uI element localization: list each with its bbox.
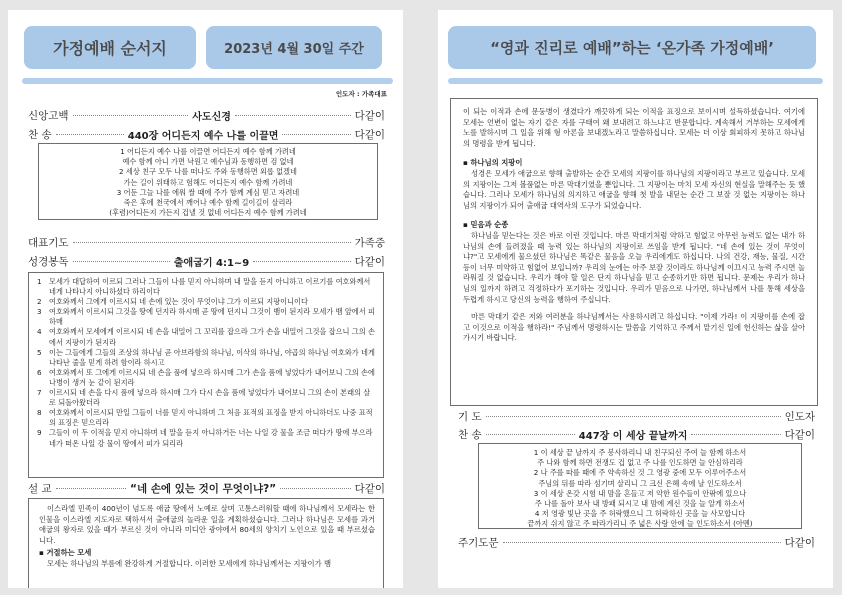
hymn-line: 주 나를 돌아 보사 내 방패 되시고 내 맘에 계신 것을 늘 알게 하소서 (534, 499, 746, 509)
hymn-who: 다같이 (354, 128, 386, 141)
sermon-paragraph: 마른 막대기 같은 저와 여러분을 하나님께서는 사용하시려고 하십니다. "이제 가라! 이 지팡이를 손에 잡고 이것으로 이적을 행하라!" 주님께서 명령하시는 말씀을 기억하고 주께서 맡기신 일에 헌신하는 삶을 살아가시기 바랍니다. (463, 312, 805, 343)
creed-item: 사도신경 (192, 111, 231, 123)
sermon-row (28, 481, 385, 495)
hymn-line: 가는 길이 위태하고 험해도 어디든지 예수 함께 가려네 (123, 177, 293, 187)
scripture-verse: 1 모세가 대답하여 이르되 그러나 그들이 나를 믿지 아니하며 내 말을 듣지 아니하고 이르기를 여호와께서 네게 나타나지 아니하셨다 하리이다 (37, 277, 371, 297)
hymn-line: 예수 함께 아니 가면 낙원고 예수님과 동행하면 검 없네 (122, 157, 294, 167)
left-page (8, 10, 403, 588)
scripture-verse: 3 여호와께서 이르시되 그것을 땅에 던지라 하시매 곧 땅에 던지니 그것이 뱀이 된지라 모세가 뱀 앞에서 피하매 (37, 307, 375, 327)
dot-leader (280, 488, 350, 489)
dot-leader (282, 134, 350, 135)
hymn-line: 3 이 세상 온갖 시험 내 맘을 흔들고 저 악한 원수들이 안팎에 있으나 (533, 488, 747, 498)
dot-leader (73, 242, 351, 243)
hymn-line: 끝까지 쉬지 않고 주 따라가리니 주 넓은 사랑 안에 늘 인도하소서 (아멘) (527, 519, 753, 529)
scripture-verse: 9 그들이 이 두 이적을 믿지 아니하며 네 말을 듣지 아니하거든 너는 나일 강 물을 조금 떠다가 땅에 부으라 네가 떠온 나일 강 물이 땅에서 피가 되리라 (37, 428, 373, 448)
sermon-paragraph: 모세는 하나님의 부름에 완강하게 거절합니다. 이러한 모세에게 하나님께서는 지팡이가 뱀 (47, 558, 331, 568)
scripture-verse: 7 이르시되 네 손을 다시 품에 넣으라 하시매 그가 다시 손을 품에 넣었다가 내어보니 그의 손이 본래의 살로 되돌아왔더라 (37, 388, 371, 408)
closing-prayer-who: 인도자 (784, 410, 815, 423)
scripture-box (28, 272, 384, 478)
hymn-line: 1 이 세상 끝 날까지 주 봉사하리니 내 친구되신 주여 늘 함께 하소서 (533, 448, 747, 457)
lords-prayer-who: 다같이 (784, 536, 815, 549)
sermon-continued-box (450, 98, 818, 406)
hymn-lyrics-box (38, 143, 378, 220)
sermon-who: 다같이 (354, 482, 385, 495)
reading-row (28, 254, 385, 268)
reading-item: 출애굽기 4:1~9 (173, 257, 250, 269)
leader-label: 인도자 : 가족대표 (335, 90, 387, 98)
right-title-banner: “영과 진리로 예배”하는 ‘온가족 가정예배’ (448, 26, 816, 69)
sermon-title: “네 손에 있는 것이 무엇이냐?” (130, 482, 277, 495)
hymn-line: 2 나 주를 따를 때에 주 약속하신 것 그 영광 중에 모두 이루어주소서 (533, 468, 747, 478)
scripture-verse: 8 여호와께서 이르시되 만일 그들이 너를 믿지 아니하며 그 처음 표적의 표징을 받지 아니하더도 나중 표적의 표징은 믿으리라 (37, 408, 373, 428)
sermon-paragraph: 이 되는 이적과 손에 문둥병이 생겼다가 깨끗하게 되는 이적을 표징으로 보이시며 설득하셨습니다. 여기에 모세는 언변이 없는 자기 같은 자를 구태여 왜 보내려고 하느냐고 반문합니다. 계속해서 거부하는 모세에게 노를 발하시며 그 일을 위해 형 아론을 보내겠노라고 말씀하십니다. 모세는 더 이상 회피하지 못하고 하나님의 명령을 받게 됩니다. (463, 107, 805, 148)
prayer-row (28, 235, 385, 249)
lords-prayer-row (458, 535, 815, 549)
hymn-line: 주님의 뒤를 따라 섬기며 살리니 그 크신 은혜 속에 날 인도하소서 (538, 478, 742, 488)
dot-leader (235, 115, 351, 116)
closing-hymn-who: 다같이 (784, 428, 816, 441)
sermon-subheading: ▪ 믿음과 순종 (463, 220, 509, 230)
hymn-line: 3 어둔 그늘 나를 에워 쌀 때에 주가 함께 계심 믿고 자려네 (116, 187, 300, 197)
week-banner: 2023년 4월 30일 주간 (206, 26, 382, 69)
closing-hymn-item: 447장 이 세상 끝날까지 (578, 430, 688, 442)
hymn-line: (후렴)어디든지 가든지 겁낼 것 없네 어디든지 예수 함께 가려네 (109, 208, 307, 218)
dot-leader (253, 261, 350, 262)
hymn-line: 4 저 영광 빛난 곳을 주 허락했으니 그 허락하신 곳을 늘 사모합니다 (534, 509, 746, 519)
sermon-paragraph: 하나님을 믿는다는 것은 바로 이런 것입니다. 마른 막대기처럼 약하고 힘없고 아무런 능력도 없는 내가 하나님의 손에 들려졌을 때 능력 있는 하나님의 지팡이로 쓰임을 받게 됩니다. "네 손에 있는 것이 무엇이냐?"고 모세에게 물으셨던 하나님은 똑같은 물음을 오늘 우리에게도 하십니다. 나의 건강, 재능, 물질, 시간 등이 너무 미약하고 힘없어 보입니까? 우리의 눈에는 아주 보잘 것이라도 하나님께 이끄시고 능력 주시면 놀라워질 것 없습니다. 우리가 해야 할 일은 단지 하나님을 믿고 순종하기만 하면 됩니다. 문제는 우리가 하나님의 일까지 하려고 걱정하다가 포기하는 것입니다. 우리가 믿음으로 나가면, 하나님께서 나를 통해 세상을 두렵게 하시고 당신의 능력을 행하여 주십니다. (463, 230, 805, 304)
scripture-verse: 6 여호와께서 또 그에게 이르시되 네 손을 품에 넣으라 하시매 그가 손을 품에 넣었다가 내어보니 그의 손에 나병이 생겨 눈 같이 된지라 (37, 367, 375, 387)
closing-hymn-lyrics-box (478, 443, 802, 529)
creed-who: 다같이 (354, 109, 385, 122)
hymn-row (28, 127, 385, 141)
prayer-who: 가족중 (354, 236, 385, 249)
dot-leader (691, 434, 780, 435)
hymn-line: 2 세상 친구 모두 나를 떠나도 주와 동행하면 외롭 없겠네 (119, 167, 297, 177)
left-title-banner: 가정예배 순서지 (24, 26, 196, 69)
sermon-paragraph: 이스라엘 민족이 400년이 넘도록 애굽 땅에서 노예로 살며 고통스러워할 때에 하나님께서 모세라는 한 인물을 이스라엘 지도자로 택하셔서 출애굽의 놀라운 일을 계획하셨습니다. 그러나 하나님은 모세를 과거 애굽의 왕자로 있을 때가 부르신 것이 아니라 미디안 광야에서 80세의 양치기 노인으로 있을 때 부르셨습니다. (39, 504, 375, 545)
dot-leader (486, 416, 781, 417)
hymn-item: 440장 어디든지 예수 나를 이끌면 (127, 130, 279, 142)
header-rule (22, 78, 393, 84)
scripture-verse: 4 여호와께서 모세에게 이르시되 네 손을 내밀어 그 꼬리를 잡으라 그가 손을 내밀어 그것을 잡으니 그의 손에서 지팡이가 된지라 (37, 327, 375, 347)
dot-leader (73, 261, 170, 262)
dot-leader (73, 115, 189, 116)
sermon-box (28, 498, 384, 588)
sermon-label: 설 교 (28, 482, 52, 495)
creed-row (28, 108, 385, 122)
hymn-label: 찬 송 (28, 128, 52, 141)
dot-leader (503, 542, 781, 543)
hymn-line: 주 나와 함께 하면 전쟁도 겁 없고 주 나를 인도하면 늘 안심하리라 (537, 458, 743, 468)
header-rule (448, 78, 823, 84)
scripture-verse: 5 이는 그들에게 그들의 조상의 하나님 곧 아브라함의 하나님, 이삭의 하나님, 야곱의 하나님 여호와가 네게 나타난 줄을 믿게 하려 함이라 하시고 (37, 347, 375, 367)
sermon-paragraph: 성경은 모세가 애굽으로 향해 출발하는 순간 모세의 지팡이를 하나님의 지팡이라고 부르고 있습니다. 모세의 지팡이는 그저 볼품없는 마른 막대기였을 뿐입니다. 그 지팡이는 마치 모세 자신의 현실을 말해주는 듯 했습니다. 그러나 모세가 하나님의 의지하고 애굽을 향해 첫 발을 내딛는 순간 그 보잘 것 없는 지팡이는 하나님의 지팡이가 되어 출애굽 대역사의 도구가 되었습니다. (463, 168, 805, 210)
closing-prayer-row (458, 409, 815, 423)
dot-leader (56, 488, 126, 489)
creed-label: 신앙고백 (28, 109, 69, 122)
prayer-label: 대표기도 (28, 236, 69, 249)
dot-leader (56, 134, 124, 135)
closing-prayer-label: 기 도 (458, 410, 482, 423)
lords-prayer-label: 주기도문 (458, 536, 499, 549)
dot-leader (486, 434, 575, 435)
sermon-subheading: ▪ 하나님의 지팡이 (463, 158, 523, 168)
closing-hymn-row (458, 427, 815, 441)
right-page (438, 10, 833, 588)
sermon-subheading: ▪ 거절하는 모세 (39, 548, 92, 558)
closing-hymn-label: 찬 송 (458, 428, 482, 441)
scripture-verse: 2 여호와께서 그에게 이르시되 네 손에 있는 것이 무엇이냐 그가 이르되 지팡이니이다 (37, 297, 308, 307)
reading-label: 성경봉독 (28, 255, 69, 268)
hymn-line: 죽은 후에 천국에서 깨어나 예수 함께 길이길이 살리라 (123, 198, 293, 208)
hymn-line: 1 어디든지 예수 나를 이끌면 어디든지 예수 함께 가려네 (120, 147, 296, 156)
reading-who: 다같이 (354, 255, 386, 268)
